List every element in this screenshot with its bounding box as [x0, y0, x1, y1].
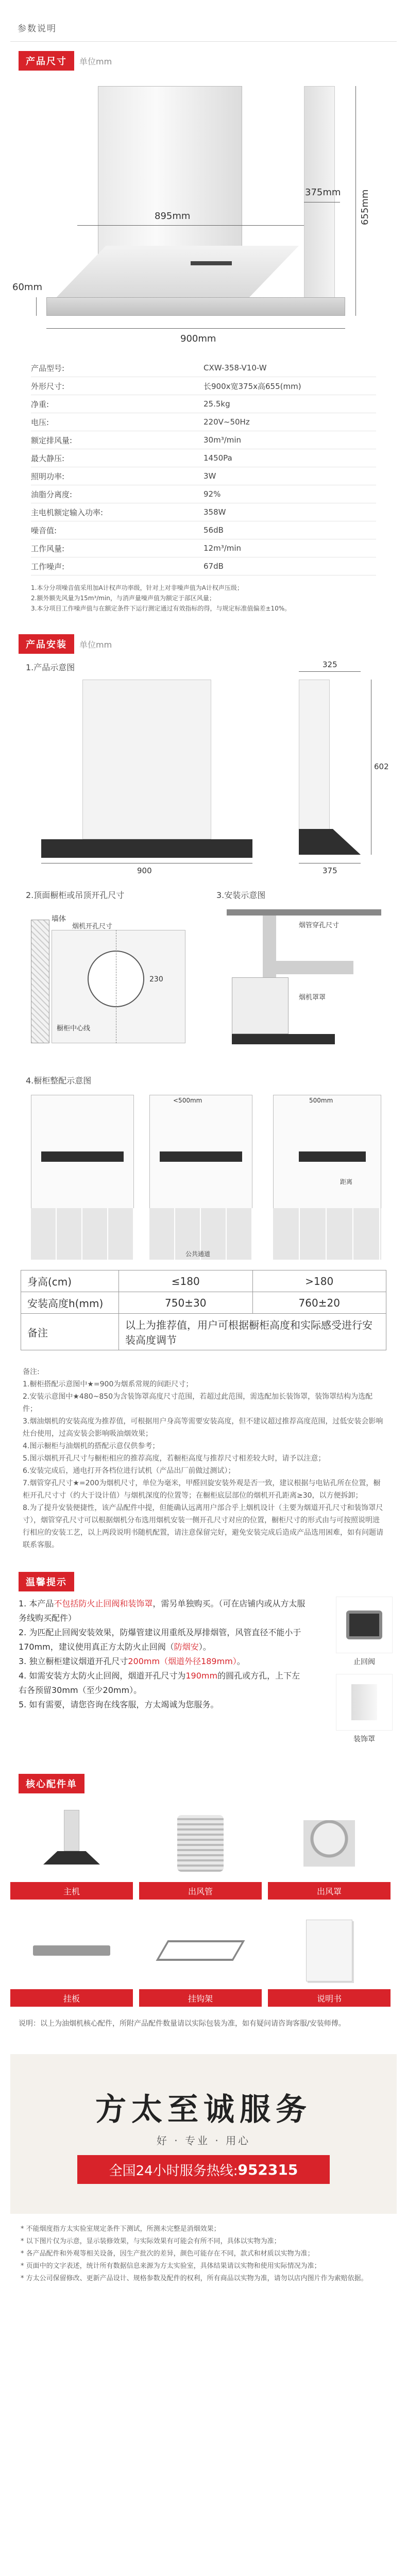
spec-notes — [31, 583, 376, 614]
spec-key: 最大静压: — [31, 453, 65, 463]
spec-key: 噪音值: — [31, 526, 57, 535]
parts-section-tag: 核心配件单 — [19, 1774, 84, 1793]
table-cell: 备注 — [21, 1314, 119, 1350]
cabinet-middle-hood — [160, 1151, 242, 1162]
install-caption-1: 1.产品示意图 — [26, 663, 75, 672]
table-row — [21, 1314, 386, 1350]
dim-line-895 — [77, 225, 304, 226]
install-section-tag: 产品安装 — [19, 634, 74, 654]
part-image — [10, 1912, 133, 1989]
hood-front-panel — [46, 297, 345, 316]
outlet-cover-icon — [303, 1820, 355, 1867]
spec-key: 电压: — [31, 417, 49, 427]
footer-note: * 以下图片仅为示意，显示装修效果，与实际效果有可能会有所不同，具体以实物为准； — [21, 2238, 281, 2245]
part-image — [10, 1805, 133, 1882]
label-hole-note: 烟管穿孔尺寸 — [299, 922, 340, 929]
height-table — [21, 1270, 386, 1350]
tips-section-header — [0, 1551, 407, 1597]
note-item: 2.安装示意图中★480~850为含装饰罩高度尺寸范围，若超过此范围，需选配加长装饰罩，装饰罩结构为选配件； — [23, 1393, 373, 1413]
parts-grid — [10, 1805, 397, 2007]
note-item: 1.橱柜搭配示意图中★=900为烟系常规的间距尺寸； — [23, 1380, 193, 1388]
spec-row — [31, 413, 376, 431]
page-title: 参数说明 — [18, 24, 57, 34]
tip-highlight: 190mm — [185, 1671, 218, 1681]
spec-row — [31, 521, 376, 539]
dim-line-side-325 — [299, 671, 361, 672]
dim-655: 655mm — [360, 189, 370, 225]
spec-row — [31, 539, 376, 557]
part-label: 挂板 — [10, 1989, 133, 2007]
tip-item — [19, 1698, 307, 1712]
label-side: 公共通道 — [185, 1250, 211, 1258]
spec-key: 主电机额定输入功率: — [31, 507, 104, 517]
spec-note: 3.本分项目工作噪声值与在额定条件下运行测定通过有效指标的得，与规定标准值偏差±10%。 — [31, 605, 291, 612]
manual-icon — [306, 1920, 352, 1981]
tip-text: 4. 如需安装方太防火止回阀，烟道开孔尺寸为 — [19, 1671, 186, 1681]
install-chimney-drawing — [232, 977, 289, 1034]
service-hotline-bar — [77, 2155, 330, 2184]
spec-value: 3W — [204, 471, 216, 481]
tips-block — [19, 1597, 388, 1756]
tip-text: 5. 如有需要，请您咨询在线客服，方太竭诚为您服务。 — [19, 1700, 219, 1709]
spec-note: 1.本分分项噪音值采用加A计权声功率级，针对上对非噪声值为A计权声压级； — [31, 584, 243, 591]
spec-value: 220V~50Hz — [204, 417, 250, 427]
install-hole-diagrams — [21, 889, 386, 1064]
part-image — [139, 1912, 262, 1989]
install-caption-4: 4.橱柜整配示意图 — [26, 1076, 92, 1086]
part-label: 出风罩 — [268, 1882, 391, 1900]
hotline-label: 全国24小时服务热线: — [109, 2163, 238, 2179]
hood-chimney — [98, 86, 242, 256]
table-cell: 760±20 — [252, 1292, 386, 1314]
install-section-header — [0, 621, 407, 659]
decor-cover-caption: 装饰罩 — [353, 1735, 375, 1743]
part-image — [268, 1912, 391, 1989]
tip-item — [19, 1669, 307, 1698]
service-title: 方太至诚服务 — [95, 2092, 312, 2128]
spec-value: 92% — [204, 489, 221, 499]
spec-key: 额定排风量: — [31, 435, 73, 445]
decor-cover-image — [336, 1674, 393, 1731]
table-cell: >180 — [252, 1270, 386, 1292]
label-right-dist: 500mm — [309, 1097, 333, 1104]
part-card — [139, 1912, 262, 2007]
tip-text: ，需另单独购买。（可在店铺内或从方太服务线购买配件） — [19, 1599, 306, 1623]
label-chimney: 烟机罩罩 — [299, 994, 326, 1002]
check-valve-caption: 止回阀 — [353, 1658, 375, 1666]
side-hood-drawing — [299, 829, 361, 855]
cabinet-left-base — [31, 1208, 134, 1260]
service-banner — [10, 2054, 397, 2214]
tip-text: 的圆孔或方孔，上下左右各预留30mm（至少20mm）。 — [19, 1671, 300, 1695]
table-row — [21, 1270, 386, 1292]
note-item: 4.图示橱柜与油烟机的搭配示意仅供参考； — [23, 1442, 160, 1450]
table-cell: ≤180 — [119, 1270, 253, 1292]
tips-list — [19, 1597, 307, 1712]
note-item: 8.为了提升安装便捷性，该产品配件中提，但能确认远离用户部合乎上烟机设计（主要为烟道开孔尺寸和装饰罩尺寸），烟管穿孔尺寸可以根据烟机分布选用烟机安装一侧开孔尺寸对应的位置，橱柜尺寸的形式由与可按照说明进行相应的安装工艺，以上两段说明书随机配置，请注意保留完好，避免安装完成后造成产品选用困难，如有问题请联系客服。 — [23, 1504, 383, 1549]
tip-highlight: 不包括防火止回阀和装饰罩 — [54, 1599, 153, 1608]
table-cell: 以上为推荐值，用户可根据橱柜高度和实际感受进行安装高度调节 — [119, 1314, 386, 1350]
label-wall: 墙体 — [52, 915, 66, 923]
notes-title: 备注: — [23, 1368, 40, 1376]
spec-value: 56dB — [204, 526, 224, 535]
note-item: 3.烟油烟机的安装高度为推荐值，可根据用户身高等需要安装高度，但不建议超过推荐高度范围，过低安装会影响灶台使用，过高安装会影响吸油烟效果； — [23, 1417, 383, 1438]
wall-drawing — [31, 920, 49, 1043]
spec-key: 外形尺寸: — [31, 381, 65, 391]
dim-side-602: 602 — [374, 762, 389, 771]
tip-text: 2. 为匹配止回阀安装效果，防爆管建议用重纸及厚排烟管，风管直径不能小于170mm，建议使用真正方太防火止回阀（ — [19, 1628, 301, 1652]
spec-value: 67dB — [204, 562, 224, 571]
spec-value: 358W — [204, 507, 226, 517]
parts-note: 说明：以上为油烟机核心配件，所附产品配件数量请以实际包装为准，如有疑问请咨询客服/安装师傅。 — [19, 2020, 346, 2028]
label-top-hole: 烟机开孔尺寸 — [72, 923, 113, 930]
spec-row — [31, 377, 376, 395]
install-notes — [23, 1366, 384, 1551]
hotline-number: 952315 — [238, 2161, 298, 2178]
spec-value: CXW-358-V10-W — [204, 363, 267, 372]
install-cabinet-diagram — [21, 1074, 386, 1265]
label-cab-center: 橱柜中心线 — [57, 1025, 91, 1032]
spec-row — [31, 557, 376, 575]
tip-text: 。 — [236, 1656, 245, 1666]
hanging-board-icon — [33, 1945, 110, 1956]
spec-value: 12m³/min — [204, 544, 242, 553]
spec-note: 2.额外额先风量为15m³/min，与消声量噪声值为额定于部区风量； — [31, 595, 215, 602]
spec-row — [31, 485, 376, 503]
duct-horizontal-drawing — [276, 961, 353, 974]
spec-key: 工作噪声: — [31, 562, 65, 571]
note-item: 5.图示烟机开孔尺寸与橱柜相应的推荐高度，若橱柜高度与推荐尺寸相差较大时，请予以注意； — [23, 1454, 326, 1463]
spec-row — [31, 431, 376, 449]
part-card — [10, 1805, 133, 1900]
tip-text: 3. 独立橱柜建议烟道开孔尺寸 — [19, 1656, 128, 1666]
tip-highlight: 200mm（烟道外径189mm） — [128, 1656, 237, 1666]
part-label: 主机 — [10, 1882, 133, 1900]
part-label: 出风管 — [139, 1882, 262, 1900]
footer-note: * 各产品配件和外观等相关设备，因生产批次的差异，颜色可能存在不同，款式和材质以实物为准； — [21, 2250, 314, 2258]
dim-side-375: 375 — [323, 866, 337, 875]
part-label: 说明书 — [268, 1989, 391, 2007]
size-diagram — [12, 76, 392, 354]
spec-value: 30m³/min — [204, 435, 242, 445]
dim-line-655 — [355, 86, 356, 316]
spec-row — [31, 395, 376, 413]
footer-notes — [21, 2223, 386, 2285]
tip-text: ）。 — [198, 1642, 211, 1652]
parts-section-header — [0, 1756, 407, 1799]
side-chimney-drawing — [299, 680, 330, 855]
size-section-header — [0, 42, 407, 76]
part-label: 挂钩架 — [139, 1989, 262, 2007]
tip-highlight: 防烟安 — [174, 1642, 199, 1652]
dim-line-60 — [36, 297, 37, 316]
spec-row — [31, 449, 376, 467]
duct-icon — [177, 1815, 224, 1872]
install-hood-drawing — [232, 1034, 335, 1044]
label-left-dist: <500mm — [173, 1097, 202, 1104]
cabinet-right-hood — [299, 1151, 366, 1162]
label-d230: 230 — [149, 975, 163, 984]
table-cell: 安装高度h(mm) — [21, 1292, 119, 1314]
check-valve-image — [336, 1597, 393, 1653]
footer-note: * 页面中的文字表述，统计所有数据信息来源为方太实验室，具体结果请以实物和使用实际情况为准； — [21, 2262, 321, 2270]
footer-note: * 方太公司保留修改、更新产品设计、规格参数及配件的权利，所有商品以实物为准，请勿以店内图片作为索赔依据。 — [21, 2275, 368, 2282]
decor-cover-icon — [351, 1684, 377, 1720]
dim-front-900: 900 — [137, 866, 152, 875]
hood-body — [52, 246, 299, 302]
table-cell: 750±30 — [119, 1292, 253, 1314]
part-card — [10, 1912, 133, 2007]
size-section-tag: 产品尺寸 — [19, 51, 74, 71]
front-hood-drawing — [41, 839, 252, 858]
spec-key: 照明功率: — [31, 471, 65, 481]
spec-value: 25.5kg — [204, 399, 230, 409]
table-row — [21, 1292, 386, 1314]
cabinet-left-hood — [41, 1151, 124, 1162]
tips-section-tag: 温馨提示 — [19, 1572, 74, 1591]
install-caption-3: 3.安装示意图 — [216, 890, 266, 900]
spec-row — [31, 359, 376, 377]
tip-item — [19, 1654, 307, 1669]
part-image — [139, 1805, 262, 1882]
spec-key: 产品型号: — [31, 363, 65, 373]
spec-table — [31, 359, 376, 575]
install-caption-2: 2.顶面橱柜或吊顶开孔尺寸 — [26, 890, 125, 900]
spec-value: 1450Pa — [204, 453, 232, 463]
spec-key: 净重: — [31, 399, 49, 409]
install-product-diagram — [21, 659, 389, 880]
tip-item — [19, 1625, 307, 1654]
part-card — [268, 1805, 391, 1900]
size-section-unit: 单位mm — [79, 56, 112, 66]
dim-375: 375mm — [305, 187, 341, 198]
label-low: 距离 — [340, 1178, 353, 1185]
service-subtitle: 好 · 专业 · 用心 — [156, 2134, 251, 2147]
spec-value: 长900x宽375x高655(mm) — [204, 381, 301, 391]
spec-row — [31, 503, 376, 521]
note-item: 6.安装完成后，通电打开各档位进行试机（产品出厂前做过测试）； — [23, 1467, 235, 1475]
front-chimney-drawing — [82, 680, 211, 839]
spec-row — [31, 467, 376, 485]
hook-frame-icon — [156, 1940, 245, 1961]
install-section-unit: 单位mm — [79, 639, 112, 650]
range-hood-icon — [43, 1810, 100, 1877]
tip-item — [19, 1597, 307, 1625]
spec-key: 油脂分离度: — [31, 489, 73, 499]
dim-900: 900mm — [180, 333, 216, 344]
duct-drawing — [263, 916, 276, 977]
dim-60: 60mm — [12, 282, 42, 293]
dim-895: 895mm — [155, 211, 191, 222]
part-card — [268, 1912, 391, 2007]
part-card — [139, 1805, 262, 1900]
brand-logo-strip — [191, 261, 232, 265]
tip-text: 1. 本产品 — [19, 1599, 54, 1608]
note-item: 7.烟管穿孔尺寸★=200为烟机尺寸，单位为毫米，甲醛回旋安装外观是否一致，建议根据与电钻孔所在位置，橱柜开孔尺寸寸（约大于设计值）与烟机深度的位置等；在橱柜底层部位的烟机开孔距离≥30，以方便拆卸； — [23, 1479, 381, 1500]
check-valve-icon — [346, 1611, 382, 1639]
table-cell: 身高(cm) — [21, 1270, 119, 1292]
dim-side-325: 325 — [323, 660, 337, 669]
ceiling-drawing — [227, 909, 381, 916]
cabinet-right-base — [273, 1208, 381, 1260]
footer-note: * 不能烟度指方太实验室规定条件下测试，所测未完整是消烟效果； — [21, 2225, 221, 2233]
part-image — [268, 1805, 391, 1882]
dim-line-900 — [46, 328, 345, 329]
spec-key: 工作风量: — [31, 544, 65, 553]
